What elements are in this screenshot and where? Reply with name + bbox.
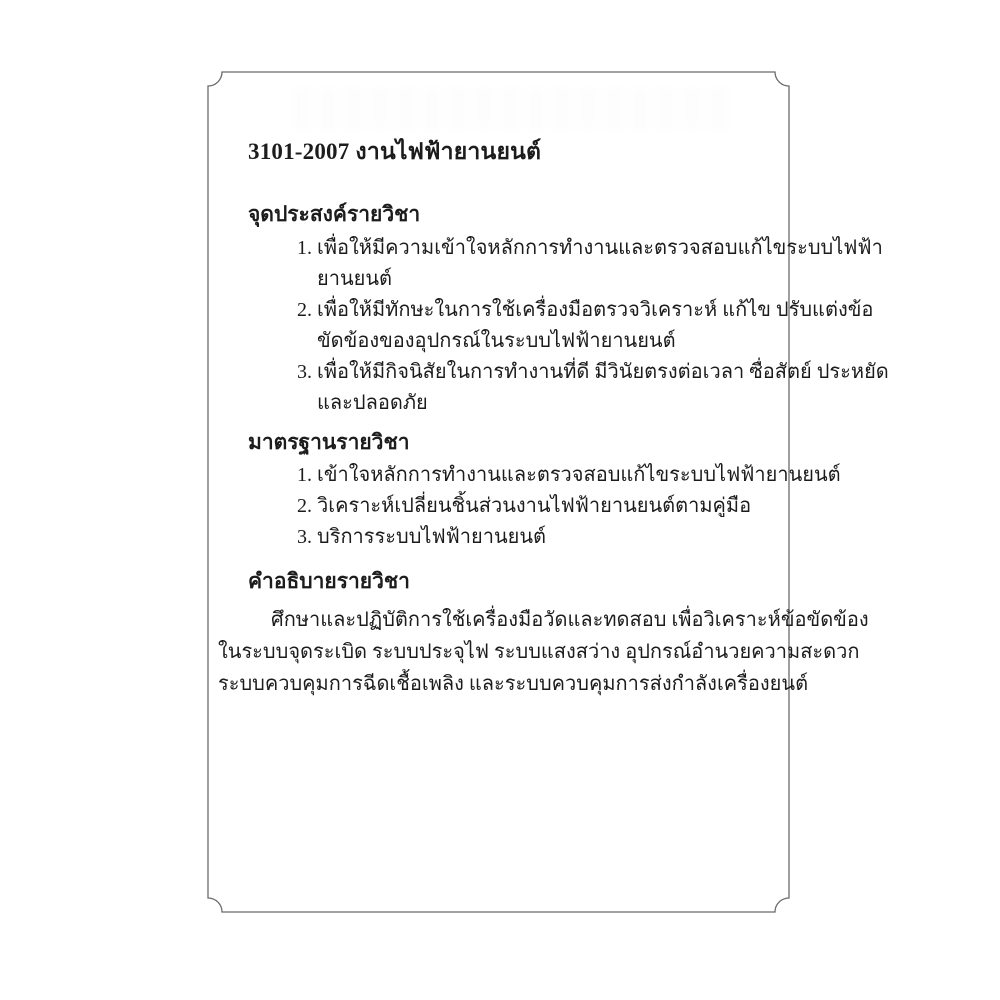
list-item-number: 2. bbox=[297, 495, 312, 517]
description-paragraph bbox=[218, 604, 869, 700]
list-item-number: 1. bbox=[297, 237, 312, 259]
list-item-continuation bbox=[209, 388, 789, 419]
list-item-number: 1. bbox=[297, 464, 312, 486]
section-heading-objectives: จุดประสงค์รายวิชา bbox=[248, 202, 421, 226]
list-item-text: ขัดข้องของอุปกรณ์ในระบบไฟฟ้ายานยนต์ bbox=[317, 330, 676, 352]
list-item-text: เข้าใจหลักการทำงานและตรวจสอบแก้ไขระบบไฟฟ้ายานยนต์ bbox=[317, 464, 841, 486]
list-item-text: บริการระบบไฟฟ้ายานยนต์ bbox=[317, 526, 547, 548]
list-item-text: วิเคราะห์เปลี่ยนชิ้นส่วนงานไฟฟ้ายานยนต์ตามคู่มือ bbox=[317, 495, 752, 517]
section-heading-standards: มาตรฐานรายวิชา bbox=[248, 430, 410, 454]
paragraph-line: ศึกษาและปฏิบัติการใช้เครื่องมือวัดและทดสอบ เพื่อวิเคราะห์ข้อขัดข้อง bbox=[271, 609, 869, 631]
list-item bbox=[209, 522, 789, 553]
list-item-continuation bbox=[209, 326, 789, 357]
section-heading-description: คำอธิบายรายวิชา bbox=[248, 569, 410, 593]
paragraph-line: ระบบควบคุมการฉีดเชื้อเพลิง และระบบควบคุมการส่งกำลังเครื่องยนต์ bbox=[218, 673, 809, 695]
list-item-number: 3. bbox=[297, 361, 312, 383]
document-content bbox=[209, 73, 889, 700]
list-item-number: 3. bbox=[297, 526, 312, 548]
list-item-text: ยานยนต์ bbox=[317, 268, 392, 290]
objectives-list bbox=[209, 233, 889, 419]
list-item bbox=[209, 233, 883, 264]
list-item-continuation bbox=[209, 264, 789, 295]
list-item-text: เพื่อให้มีทักษะในการใช้เครื่องมือตรวจวิเคราะห์ แก้ไข ปรับแต่งข้อ bbox=[317, 299, 874, 321]
paragraph-line: ในระบบจุดระเบิด ระบบประจุไฟ ระบบแสงสว่าง อุปกรณ์อำนวยความสะดวก bbox=[218, 641, 860, 663]
list-item-text: เพื่อให้มีความเข้าใจหลักการทำงานและตรวจสอบแก้ไขระบบไฟฟ้า bbox=[317, 237, 883, 259]
list-item-text: เพื่อให้มีกิจนิสัยในการทำงานที่ดี มีวินัยตรงต่อเวลา ซื่อสัตย์ ประหยัด bbox=[317, 361, 889, 383]
list-item bbox=[209, 491, 789, 522]
list-item-text: และปลอดภัย bbox=[317, 392, 428, 414]
course-title: 3101-2007 งานไฟฟ้ายานยนต์ bbox=[248, 139, 542, 164]
list-item bbox=[209, 460, 841, 491]
list-item-number: 2. bbox=[297, 299, 312, 321]
list-item bbox=[209, 295, 874, 326]
list-item bbox=[209, 357, 889, 388]
standards-list bbox=[209, 460, 841, 553]
